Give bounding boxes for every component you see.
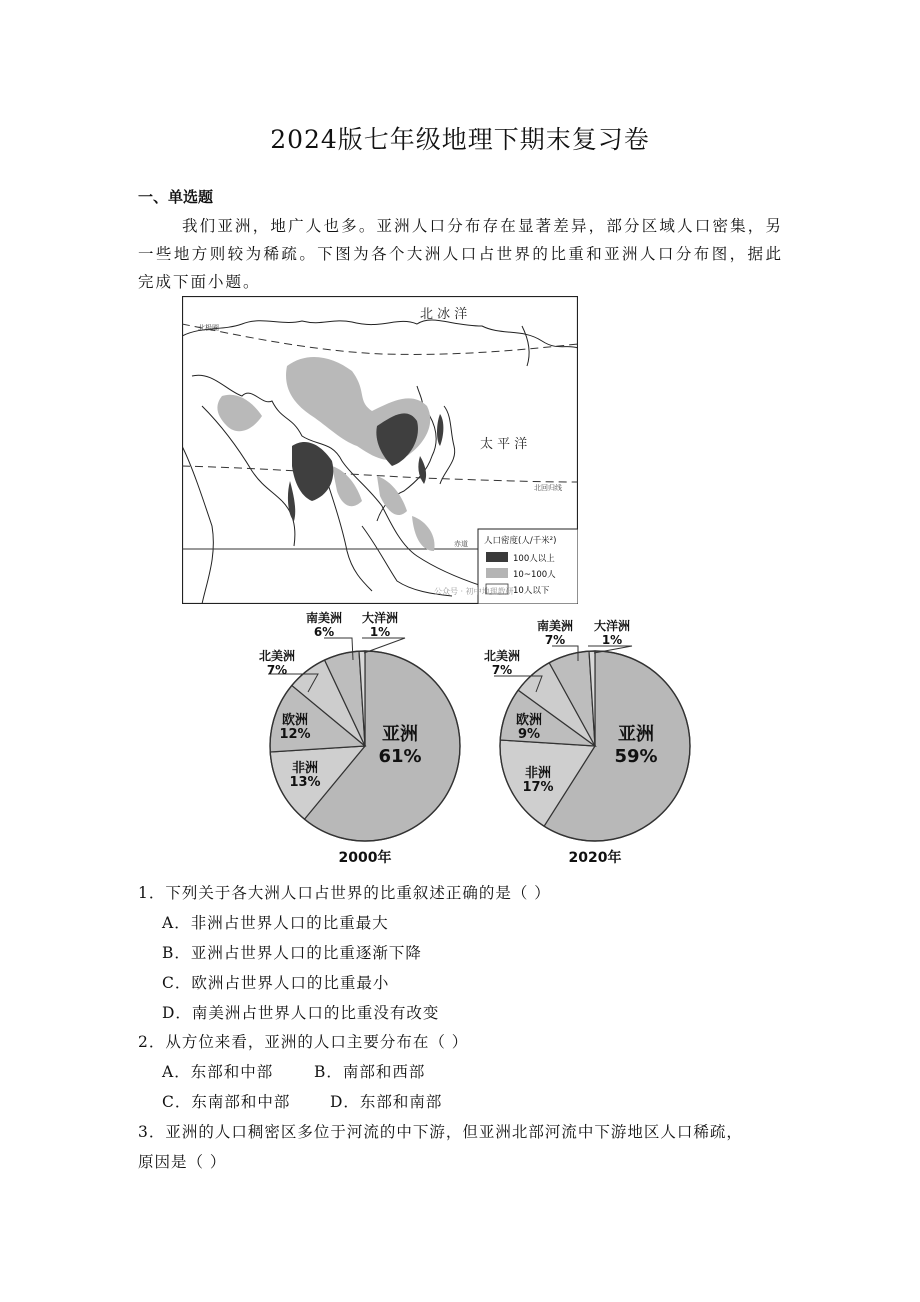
pie-1-title: 2020年 xyxy=(568,850,622,866)
pie-0-value-europe: 12% xyxy=(279,727,311,742)
tropic-of-cancer-label: 北回归线 xyxy=(534,484,562,492)
question-2-option-d[interactable]: D．东部和南部 xyxy=(330,1093,443,1111)
pie-1-value-africa: 17% xyxy=(522,780,554,795)
pie-1-label-europe: 欧洲 xyxy=(515,713,543,728)
pie-0-label-north-america: 北美洲 xyxy=(258,649,296,663)
pie-0-label-asia: 亚洲 xyxy=(382,724,418,745)
pie-1-value-asia: 59% xyxy=(614,746,658,767)
pacific-ocean-label: 太 平 洋 xyxy=(480,437,528,452)
pie-1-value-north-america: 7% xyxy=(491,663,513,677)
section-heading: 一、单选题 xyxy=(138,188,214,206)
pie-0-label-south-america: 南美洲 xyxy=(305,611,343,625)
question-1-stem: 1．下列关于各大洲人口占世界的比重叙述正确的是（ ） xyxy=(138,884,551,902)
pie-1-label-south-america: 南美洲 xyxy=(536,619,574,633)
equator-label: 赤道 xyxy=(454,540,468,548)
pie-0-label-africa: 非洲 xyxy=(291,761,319,776)
pie-0-value-asia: 61% xyxy=(378,746,422,767)
question-1-option-d[interactable]: D．南美洲占世界人口的比重没有改变 xyxy=(162,1004,440,1022)
question-2-option-c[interactable]: C．东南部和中部 xyxy=(162,1093,291,1111)
question-1-option-c[interactable]: C．欧洲占世界人口的比重最小 xyxy=(162,974,390,992)
document-title: 2024版七年级地理下期末复习卷 xyxy=(270,125,650,154)
pie-1-label-north-america: 北美洲 xyxy=(483,649,521,663)
population-share-pie-charts xyxy=(240,606,720,868)
pie-0-value-africa: 13% xyxy=(289,775,321,790)
pie-1-label-africa: 非洲 xyxy=(524,766,552,781)
pie-1-value-europe: 9% xyxy=(517,727,541,742)
legend-swatch-medium xyxy=(486,568,508,578)
pie-0-title: 2000年 xyxy=(338,850,392,866)
question-2-option-a[interactable]: A．东部和中部 xyxy=(162,1063,274,1081)
question-1-option-a[interactable]: A．非洲占世界人口的比重最大 xyxy=(162,914,389,932)
question-2-option-b[interactable]: B．南部和西部 xyxy=(314,1063,426,1081)
question-3-stem-line-2: 原因是（ ） xyxy=(138,1153,227,1171)
legend-label-high: 100人以上 xyxy=(513,554,555,564)
question-3-stem-line-1: 3．亚洲的人口稠密区多位于河流的中下游，但亚洲北部河流中下游地区人口稀疏， xyxy=(138,1123,743,1141)
asia-population-map xyxy=(182,296,578,604)
pie-1-value-south-america: 7% xyxy=(544,633,566,647)
pie-0-value-oceania: 1% xyxy=(369,625,391,639)
legend-title: 人口密度(人/千米²) xyxy=(484,536,557,546)
pie-0-label-europe: 欧洲 xyxy=(281,713,309,728)
map-watermark: 公众号 · 初中地理教研 xyxy=(434,587,514,596)
legend-label-low: 10人以下 xyxy=(513,586,550,596)
pie-1-value-oceania: 1% xyxy=(601,633,623,647)
arctic-ocean-label: 北 冰 洋 xyxy=(420,307,468,322)
pie-0-value-north-america: 7% xyxy=(266,663,288,677)
arctic-circle-label: 北极圈 xyxy=(198,324,219,332)
pie-1-label-oceania: 大洋洲 xyxy=(593,619,631,633)
pie-0-label-oceania: 大洋洲 xyxy=(361,611,399,625)
question-2-stem: 2．从方位来看，亚洲的人口主要分布在（ ） xyxy=(138,1033,469,1051)
legend-label-medium: 10~100人 xyxy=(513,570,556,580)
pie-1-label-asia: 亚洲 xyxy=(618,724,654,745)
pie-0-value-south-america: 6% xyxy=(313,625,335,639)
intro-paragraph: 我们亚洲，地广人也多。亚洲人口分布存在显著差异，部分区域人口密集，另一些地方则较为稀疏。下图为各个大洲人口占世界的比重和亚洲人口分布图，据此完成下面小题。 xyxy=(138,217,783,291)
question-1-option-b[interactable]: B．亚洲占世界人口的比重逐渐下降 xyxy=(162,944,422,962)
legend-swatch-high xyxy=(486,552,508,562)
